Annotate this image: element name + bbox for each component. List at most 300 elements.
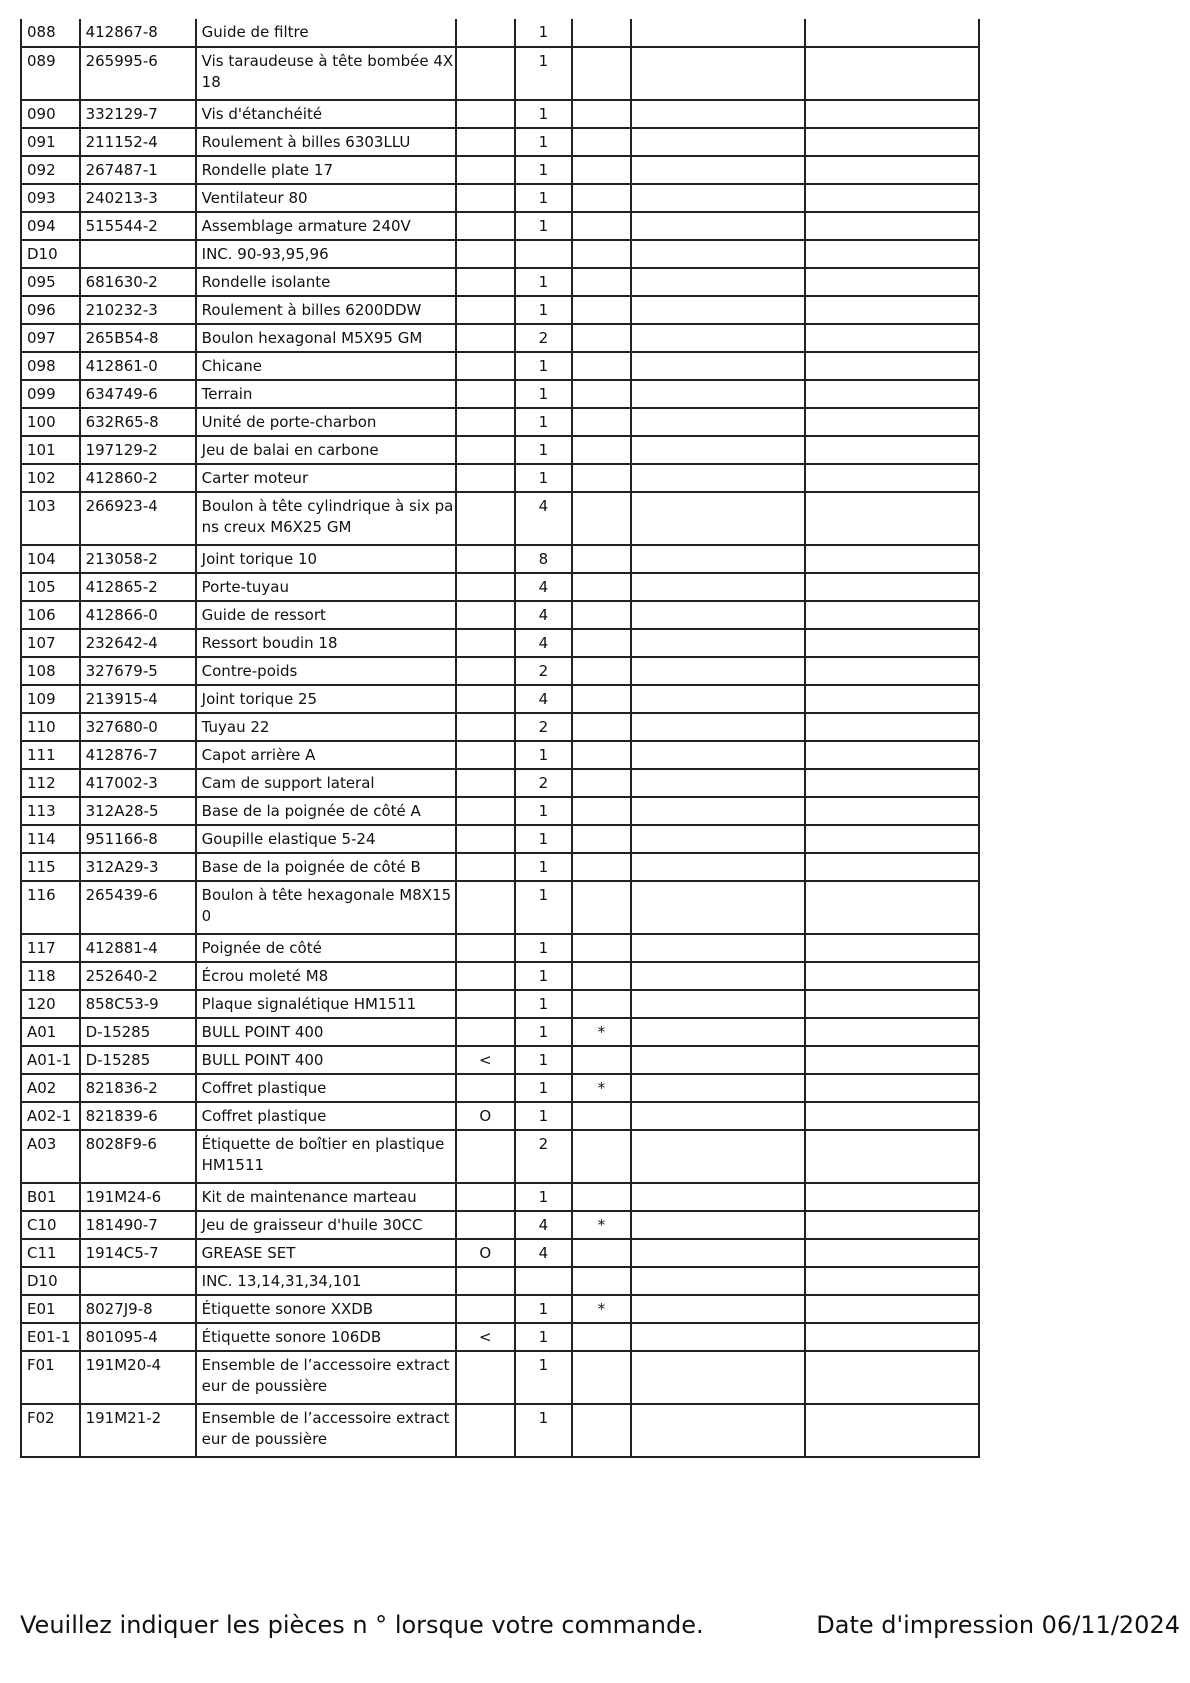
empty-cell — [805, 685, 979, 713]
description-cell: Base de la poignée de côté A — [196, 797, 456, 825]
table-row — [21, 685, 979, 713]
mark-cell — [572, 990, 631, 1018]
part-number-cell: 1914C5-7 — [80, 1239, 196, 1267]
description-cell: Ensemble de l’accessoire extracteur de poussière — [196, 1351, 456, 1404]
empty-cell — [805, 1074, 979, 1102]
item-number-cell: 107 — [21, 629, 80, 657]
flag-cell — [456, 990, 515, 1018]
flag-cell — [456, 825, 515, 853]
mark-cell — [572, 408, 631, 436]
quantity-cell: 1 — [515, 741, 573, 769]
quantity-cell: 1 — [515, 1351, 573, 1404]
part-number-cell: 213058-2 — [80, 545, 196, 573]
flag-cell — [456, 212, 515, 240]
item-number-cell: 117 — [21, 934, 80, 962]
empty-cell — [631, 713, 806, 741]
empty-cell — [805, 408, 979, 436]
description-cell: Cam de support lateral — [196, 769, 456, 797]
description-cell: Ressort boudin 18 — [196, 629, 456, 657]
part-number-cell — [80, 1267, 196, 1295]
item-number-cell: 108 — [21, 657, 80, 685]
description-cell: Ventilateur 80 — [196, 184, 456, 212]
item-number-cell: 096 — [21, 296, 80, 324]
empty-cell — [805, 492, 979, 545]
description-cell: Boulon hexagonal M5X95 GM — [196, 324, 456, 352]
mark-cell — [572, 492, 631, 545]
item-number-cell: D10 — [21, 240, 80, 268]
empty-cell — [631, 1323, 806, 1351]
description-cell: Jeu de graisseur d'huile 30CC — [196, 1211, 456, 1239]
description-cell: Guide de filtre — [196, 19, 456, 47]
empty-cell — [805, 268, 979, 296]
order-note: Veuillez indiquer les pièces n ° lorsque votre commande. — [20, 1611, 704, 1639]
mark-cell — [572, 881, 631, 934]
empty-cell — [631, 128, 806, 156]
table-row — [21, 296, 979, 324]
mark-cell — [572, 380, 631, 408]
item-number-cell: A02 — [21, 1074, 80, 1102]
empty-cell — [631, 296, 806, 324]
quantity-cell: 1 — [515, 128, 573, 156]
part-number-cell: 265439-6 — [80, 881, 196, 934]
mark-cell — [572, 100, 631, 128]
table-row — [21, 1183, 979, 1211]
part-number-cell: 412881-4 — [80, 934, 196, 962]
quantity-cell: 1 — [515, 352, 573, 380]
table-row — [21, 853, 979, 881]
quantity-cell: 2 — [515, 769, 573, 797]
empty-cell — [631, 1130, 806, 1183]
description-cell: Carter moteur — [196, 464, 456, 492]
item-number-cell: 112 — [21, 769, 80, 797]
flag-cell: O — [456, 1102, 515, 1130]
part-number-cell: 312A29-3 — [80, 853, 196, 881]
quantity-cell: 4 — [515, 685, 573, 713]
empty-cell — [631, 545, 806, 573]
table-row — [21, 1102, 979, 1130]
mark-cell — [572, 128, 631, 156]
item-number-cell: 116 — [21, 881, 80, 934]
flag-cell — [456, 156, 515, 184]
part-number-cell: 211152-4 — [80, 128, 196, 156]
empty-cell — [805, 797, 979, 825]
flag-cell — [456, 128, 515, 156]
mark-cell — [572, 601, 631, 629]
description-cell: Vis d'étanchéité — [196, 100, 456, 128]
mark-cell — [572, 741, 631, 769]
empty-cell — [805, 1295, 979, 1323]
quantity-cell: 1 — [515, 881, 573, 934]
part-number-cell: 951166-8 — [80, 825, 196, 853]
quantity-cell: 4 — [515, 629, 573, 657]
mark-cell — [572, 713, 631, 741]
description-cell: Jeu de balai en carbone — [196, 436, 456, 464]
item-number-cell: 093 — [21, 184, 80, 212]
empty-cell — [631, 1046, 806, 1074]
table-row — [21, 657, 979, 685]
item-number-cell: 095 — [21, 268, 80, 296]
item-number-cell: 092 — [21, 156, 80, 184]
table-row — [21, 240, 979, 268]
mark-cell — [572, 240, 631, 268]
quantity-cell: 2 — [515, 713, 573, 741]
description-cell: BULL POINT 400 — [196, 1046, 456, 1074]
item-number-cell: C11 — [21, 1239, 80, 1267]
table-row — [21, 881, 979, 934]
part-number-cell — [80, 240, 196, 268]
mark-cell — [572, 1267, 631, 1295]
quantity-cell — [515, 1267, 573, 1295]
description-cell: Tuyau 22 — [196, 713, 456, 741]
empty-cell — [631, 825, 806, 853]
flag-cell — [456, 352, 515, 380]
empty-cell — [805, 825, 979, 853]
mark-cell — [572, 1183, 631, 1211]
description-cell: Porte-tuyau — [196, 573, 456, 601]
empty-cell — [631, 685, 806, 713]
flag-cell — [456, 713, 515, 741]
empty-cell — [631, 1074, 806, 1102]
table-row — [21, 797, 979, 825]
table-row — [21, 492, 979, 545]
empty-cell — [805, 19, 979, 47]
table-row — [21, 962, 979, 990]
table-row — [21, 1295, 979, 1323]
mark-cell — [572, 685, 631, 713]
empty-cell — [805, 962, 979, 990]
empty-cell — [631, 962, 806, 990]
part-number-cell: 632R65-8 — [80, 408, 196, 436]
quantity-cell: 1 — [515, 380, 573, 408]
part-number-cell: 515544-2 — [80, 212, 196, 240]
description-cell: Kit de maintenance marteau — [196, 1183, 456, 1211]
item-number-cell: 102 — [21, 464, 80, 492]
quantity-cell: 1 — [515, 990, 573, 1018]
description-cell: Base de la poignée de côté B — [196, 853, 456, 881]
flag-cell — [456, 436, 515, 464]
table-row — [21, 184, 979, 212]
flag-cell — [456, 1018, 515, 1046]
item-number-cell: 101 — [21, 436, 80, 464]
description-cell: INC. 13,14,31,34,101 — [196, 1267, 456, 1295]
quantity-cell: 1 — [515, 1323, 573, 1351]
quantity-cell: 1 — [515, 184, 573, 212]
quantity-cell: 1 — [515, 408, 573, 436]
mark-cell — [572, 1351, 631, 1404]
item-number-cell: 100 — [21, 408, 80, 436]
description-cell: Plaque signalétique HM1511 — [196, 990, 456, 1018]
description-cell: Chicane — [196, 352, 456, 380]
mark-cell — [572, 573, 631, 601]
empty-cell — [631, 1102, 806, 1130]
mark-cell — [572, 324, 631, 352]
part-number-cell: 801095-4 — [80, 1323, 196, 1351]
empty-cell — [631, 212, 806, 240]
parts-table-body — [21, 19, 979, 1457]
empty-cell — [805, 1130, 979, 1183]
quantity-cell: 4 — [515, 1211, 573, 1239]
table-row — [21, 713, 979, 741]
flag-cell — [456, 962, 515, 990]
mark-cell — [572, 212, 631, 240]
description-cell: Coffret plastique — [196, 1074, 456, 1102]
empty-cell — [631, 797, 806, 825]
mark-cell — [572, 657, 631, 685]
description-cell: Boulon à tête hexagonale M8X150 — [196, 881, 456, 934]
table-row — [21, 934, 979, 962]
quantity-cell: 1 — [515, 1018, 573, 1046]
empty-cell — [805, 324, 979, 352]
description-cell: Assemblage armature 240V — [196, 212, 456, 240]
description-cell: Contre-poids — [196, 657, 456, 685]
flag-cell — [456, 380, 515, 408]
item-number-cell: 098 — [21, 352, 80, 380]
table-row — [21, 1074, 979, 1102]
description-cell: Terrain — [196, 380, 456, 408]
part-number-cell: 265B54-8 — [80, 324, 196, 352]
item-number-cell: 104 — [21, 545, 80, 573]
item-number-cell: A02-1 — [21, 1102, 80, 1130]
description-cell: Boulon à tête cylindrique à six pans creux M6X25 GM — [196, 492, 456, 545]
mark-cell — [572, 1404, 631, 1457]
empty-cell — [805, 601, 979, 629]
table-row — [21, 464, 979, 492]
empty-cell — [805, 1211, 979, 1239]
empty-cell — [631, 1404, 806, 1457]
empty-cell — [631, 1183, 806, 1211]
empty-cell — [631, 47, 806, 100]
table-row — [21, 1267, 979, 1295]
empty-cell — [631, 881, 806, 934]
item-number-cell: 097 — [21, 324, 80, 352]
flag-cell — [456, 545, 515, 573]
part-number-cell: 412861-0 — [80, 352, 196, 380]
table-row — [21, 1239, 979, 1267]
flag-cell — [456, 1074, 515, 1102]
flag-cell — [456, 324, 515, 352]
description-cell: Étiquette de boîtier en plastique HM1511 — [196, 1130, 456, 1183]
empty-cell — [631, 324, 806, 352]
table-row — [21, 1130, 979, 1183]
table-row — [21, 1351, 979, 1404]
empty-cell — [805, 1239, 979, 1267]
empty-cell — [805, 1183, 979, 1211]
table-row — [21, 268, 979, 296]
quantity-cell: 1 — [515, 1102, 573, 1130]
quantity-cell: 1 — [515, 1046, 573, 1074]
description-cell: Vis taraudeuse à tête bombée 4X18 — [196, 47, 456, 100]
part-number-cell: 417002-3 — [80, 769, 196, 797]
empty-cell — [805, 352, 979, 380]
empty-cell — [805, 212, 979, 240]
flag-cell — [456, 464, 515, 492]
description-cell: Étiquette sonore 106DB — [196, 1323, 456, 1351]
empty-cell — [631, 156, 806, 184]
part-number-cell: 232642-4 — [80, 629, 196, 657]
flag-cell — [456, 296, 515, 324]
table-row — [21, 601, 979, 629]
flag-cell — [456, 657, 515, 685]
table-row — [21, 629, 979, 657]
empty-cell — [631, 1211, 806, 1239]
mark-cell — [572, 436, 631, 464]
mark-cell: * — [572, 1295, 631, 1323]
flag-cell: < — [456, 1323, 515, 1351]
quantity-cell — [515, 240, 573, 268]
description-cell: Joint torique 10 — [196, 545, 456, 573]
quantity-cell: 2 — [515, 1130, 573, 1183]
quantity-cell: 1 — [515, 853, 573, 881]
empty-cell — [805, 436, 979, 464]
quantity-cell: 1 — [515, 1404, 573, 1457]
mark-cell — [572, 47, 631, 100]
table-row — [21, 352, 979, 380]
flag-cell — [456, 268, 515, 296]
empty-cell — [805, 1046, 979, 1074]
part-number-cell: 412866-0 — [80, 601, 196, 629]
item-number-cell: A03 — [21, 1130, 80, 1183]
empty-cell — [805, 934, 979, 962]
part-number-cell: 8027J9-8 — [80, 1295, 196, 1323]
part-number-cell: 240213-3 — [80, 184, 196, 212]
flag-cell — [456, 47, 515, 100]
mark-cell — [572, 184, 631, 212]
flag-cell — [456, 573, 515, 601]
quantity-cell: 1 — [515, 436, 573, 464]
part-number-cell: 412876-7 — [80, 741, 196, 769]
part-number-cell: 821839-6 — [80, 1102, 196, 1130]
empty-cell — [805, 1351, 979, 1404]
table-row — [21, 408, 979, 436]
mark-cell — [572, 1046, 631, 1074]
description-cell: Étiquette sonore XXDB — [196, 1295, 456, 1323]
part-number-cell: 412865-2 — [80, 573, 196, 601]
item-number-cell: 120 — [21, 990, 80, 1018]
table-row — [21, 1404, 979, 1457]
empty-cell — [631, 19, 806, 47]
item-number-cell: B01 — [21, 1183, 80, 1211]
table-row — [21, 19, 979, 47]
flag-cell — [456, 492, 515, 545]
part-number-cell: 267487-1 — [80, 156, 196, 184]
quantity-cell: 2 — [515, 324, 573, 352]
part-number-cell: 821836-2 — [80, 1074, 196, 1102]
flag-cell — [456, 1267, 515, 1295]
part-number-cell: 8028F9-6 — [80, 1130, 196, 1183]
empty-cell — [631, 464, 806, 492]
description-cell: Joint torique 25 — [196, 685, 456, 713]
empty-cell — [631, 1295, 806, 1323]
table-row — [21, 212, 979, 240]
quantity-cell: 1 — [515, 464, 573, 492]
empty-cell — [631, 741, 806, 769]
item-number-cell: 105 — [21, 573, 80, 601]
empty-cell — [805, 128, 979, 156]
item-number-cell: 088 — [21, 19, 80, 47]
mark-cell — [572, 962, 631, 990]
mark-cell: * — [572, 1211, 631, 1239]
part-number-cell: D-15285 — [80, 1018, 196, 1046]
empty-cell — [805, 156, 979, 184]
mark-cell — [572, 797, 631, 825]
table-row — [21, 436, 979, 464]
part-number-cell: 412867-8 — [80, 19, 196, 47]
flag-cell — [456, 629, 515, 657]
empty-cell — [631, 380, 806, 408]
description-cell: Roulement à billes 6200DDW — [196, 296, 456, 324]
item-number-cell: E01-1 — [21, 1323, 80, 1351]
empty-cell — [631, 408, 806, 436]
empty-cell — [805, 713, 979, 741]
part-number-cell: 412860-2 — [80, 464, 196, 492]
flag-cell — [456, 1183, 515, 1211]
mark-cell — [572, 545, 631, 573]
mark-cell — [572, 296, 631, 324]
description-cell: Rondelle plate 17 — [196, 156, 456, 184]
item-number-cell: 110 — [21, 713, 80, 741]
mark-cell — [572, 1102, 631, 1130]
flag-cell — [456, 797, 515, 825]
flag-cell — [456, 1130, 515, 1183]
table-row — [21, 769, 979, 797]
flag-cell — [456, 769, 515, 797]
empty-cell — [805, 545, 979, 573]
table-row — [21, 741, 979, 769]
quantity-cell: 1 — [515, 825, 573, 853]
quantity-cell: 1 — [515, 934, 573, 962]
table-row — [21, 128, 979, 156]
quantity-cell: 1 — [515, 1074, 573, 1102]
table-row — [21, 825, 979, 853]
flag-cell — [456, 1404, 515, 1457]
empty-cell — [805, 990, 979, 1018]
empty-cell — [631, 853, 806, 881]
empty-cell — [805, 629, 979, 657]
empty-cell — [631, 492, 806, 545]
item-number-cell: 099 — [21, 380, 80, 408]
item-number-cell: 115 — [21, 853, 80, 881]
flag-cell — [456, 240, 515, 268]
empty-cell — [805, 1102, 979, 1130]
item-number-cell: 113 — [21, 797, 80, 825]
part-number-cell: 634749-6 — [80, 380, 196, 408]
description-cell: BULL POINT 400 — [196, 1018, 456, 1046]
empty-cell — [631, 769, 806, 797]
empty-cell — [631, 629, 806, 657]
part-number-cell: 181490-7 — [80, 1211, 196, 1239]
description-cell: Ensemble de l’accessoire extracteur de poussière — [196, 1404, 456, 1457]
item-number-cell: 109 — [21, 685, 80, 713]
flag-cell — [456, 853, 515, 881]
table-row — [21, 47, 979, 100]
mark-cell — [572, 629, 631, 657]
part-number-cell: 312A28-5 — [80, 797, 196, 825]
description-cell: Unité de porte-charbon — [196, 408, 456, 436]
flag-cell — [456, 685, 515, 713]
empty-cell — [805, 240, 979, 268]
flag-cell — [456, 881, 515, 934]
description-cell: Roulement à billes 6303LLU — [196, 128, 456, 156]
quantity-cell: 1 — [515, 1295, 573, 1323]
part-number-cell: 252640-2 — [80, 962, 196, 990]
quantity-cell: 4 — [515, 492, 573, 545]
empty-cell — [631, 436, 806, 464]
empty-cell — [805, 573, 979, 601]
item-number-cell: 090 — [21, 100, 80, 128]
item-number-cell: 118 — [21, 962, 80, 990]
mark-cell — [572, 825, 631, 853]
quantity-cell: 1 — [515, 100, 573, 128]
